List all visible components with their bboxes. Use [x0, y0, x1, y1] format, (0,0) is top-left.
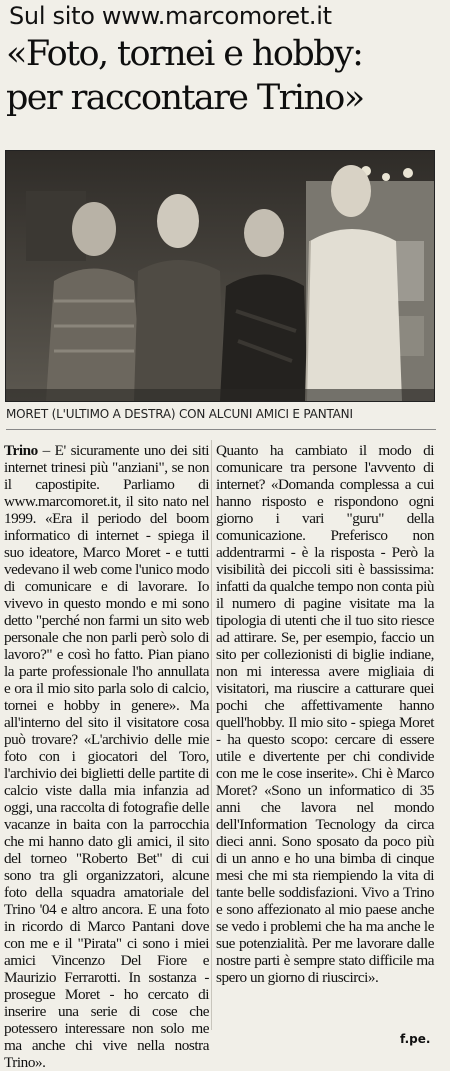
left-column-text — [4, 442, 209, 1071]
headline — [6, 32, 446, 120]
right-column-text: Quanto ha cambiato il modo di comunicare tra persone l'avvento di internet? «Domanda complessa a cui hanno risposto e rispondono ogni giorno i vari "guru" della comunicazione. Preferisco non addentrarmi - è la risposta - Però la visibilità dei piccoli siti è bassissima: infatti da qualche tempo non conta più il numero di pagine visitate ma la tipologia di utenti che il tuo sito riesce ad attirare. Se, per esempio, faccio un sito per collezionisti di biglie indiane, non mi interessa avere migliaia di visitatori, ma riuscire a catturare quei pochi che affettivamente hanno quell'hobby. Il mio sito - spiega Moret - ha questo scopo: cercare di essere utile e divertente per chi condivide con me le cose inserite». Chi è Marco Moret? «Sono un informatico di 35 anni che lavora nel mondo dell'Information Tecnology da circa dieci anni. Sono sposato da poco più di un anno e ho una bimba di cinque mesi che mi sta riempiendo la vita di tante belle soddisfazioni. Vivo a Trino e sono affezionato al mio paese anche se vedo i problemi che ha ma anche le sue potenzialità. Per me lavorare dalle nostre parti è sempre stato difficile ma spero un giorno di riuscirci». — [216, 442, 434, 986]
author-signature: f.pe. — [400, 1032, 431, 1046]
left-column-body: – E' sicuramente uno dei siti internet trinesi più "anziani", se non il capostipite. Parliamo di www.marcomoret.it, il sito nato nel 1999. «Era il periodo del boom informatico di internet - spiega il suo ideatore, Marco Moret - e tutti vedevano il web come l'unico modo di comunicare e di lavorare. Io vivevo in questo mondo e mi sono detto "perché non farmi un sito web personale che non parli però solo di lavoro?" e così ho fatto. Pian piano la parte professionale l'ho annullata e ora il mio sito parla solo di calcio, tornei e hobby in genere». Ma all'interno del sito il visitatore cosa può trovare? «L'archivio delle mie foto con i giocatori del Toro, l'archivio dei biglietti delle partite di calcio viste dalla mia infanzia ad oggi, una raccolta di fotografie delle vacanze in baita con la parrocchia che mi hanno dato gli amici, il sito del torneo "Roberto Bet" di cui sono tra gli organizzatori, alcune foto della squadra amatoriale del Trino '04 e altro ancora. E una foto in ricordo di Marco Pantani dove con me e il "Pirata" ci sono i miei amici Vincenzo Del Fiore e Maurizio Ferrarotti. In sostanza - prosegue Moret - ho cercato di inserire una serie di cose che potessero interessare non solo me ma anche chi vive nella nostra Trino». — [4, 442, 209, 1071]
text-column-left — [4, 442, 209, 1071]
text-column-right — [216, 442, 434, 986]
kicker: Sul sito www.marcomoret.it — [9, 2, 332, 30]
photo-caption: MORET (L'ULTIMO A DESTRA) CON ALCUNI AMICI E PANTANI — [6, 407, 353, 421]
group-photo-icon — [6, 151, 434, 401]
column-divider — [211, 440, 212, 1030]
dateline: Trino — [4, 442, 38, 459]
headline-line-2: per raccontare Trino» — [6, 78, 364, 118]
headline-line-1: «Foto, tornei e hobby: — [6, 34, 363, 74]
group-photo — [5, 150, 435, 402]
caption-divider — [6, 429, 436, 430]
